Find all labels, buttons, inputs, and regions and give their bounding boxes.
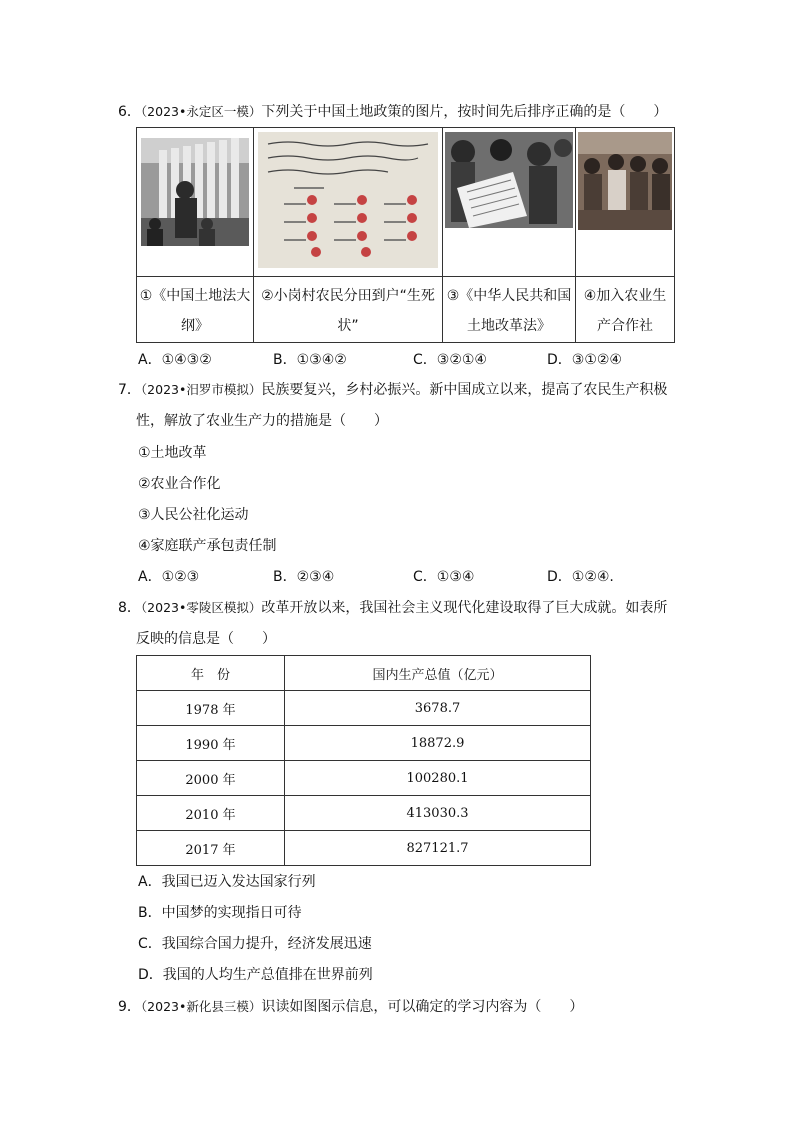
question-8-option-b[interactable]: B．中国梦的实现指日可待 <box>138 905 302 921</box>
question-9-stem <box>118 997 583 1017</box>
option-a[interactable]: A．①④③② <box>138 352 212 368</box>
picture-cell-2 <box>254 128 443 342</box>
question-number: 6． <box>118 104 141 120</box>
question-7-stem-cont: 性，解放了农业生产力的措施是（ ） <box>136 413 388 429</box>
question-source: （2023•永定区一模） <box>140 104 262 119</box>
question-8-stem <box>118 598 667 618</box>
picture-cell-3 <box>443 128 576 342</box>
table-row <box>137 691 591 726</box>
picture-cell-1 <box>137 128 254 342</box>
question-7-item-2: ②农业合作化 <box>138 476 221 492</box>
photo-land-law-crowd-icon <box>137 128 253 277</box>
cell-year: 2010 年 <box>137 796 285 831</box>
gdp-table <box>136 655 591 866</box>
option-c[interactable]: C．①③④ <box>413 569 475 585</box>
question-7-options <box>138 567 678 587</box>
cell-year: 1990 年 <box>137 726 285 761</box>
question-text: 民族要复兴，乡村必振兴。新中国成立以来，提高了农民生产积极 <box>261 382 668 398</box>
option-a[interactable]: A．①②③ <box>138 569 200 585</box>
option-c[interactable]: C．③②①④ <box>413 352 487 368</box>
option-d[interactable]: D．①②④. <box>547 569 614 585</box>
photo-cooperative-signup-icon <box>576 128 674 277</box>
question-text: 下列关于中国土地政策的图片，按时间先后排序正确的是（ ） <box>261 104 668 120</box>
table-header-row <box>137 656 591 691</box>
picture-caption-2: ②小岗村农民分田到户“生死状” <box>261 288 435 334</box>
table-row <box>137 796 591 831</box>
cell-gdp: 827121.7 <box>285 831 591 866</box>
question-text: 识读如图图示信息，可以确定的学习内容为（ ） <box>261 999 584 1015</box>
question-number: 8． <box>118 600 141 616</box>
question-6-stem <box>118 102 667 122</box>
picture-caption-1: ①《中国土地法大纲》 <box>139 288 251 334</box>
photo-handwritten-pledge-icon <box>254 128 442 277</box>
picture-caption-4: ④加入农业生产合作社 <box>583 288 667 334</box>
picture-caption-3: ③《中华人民共和国土地改革法》 <box>446 288 572 334</box>
question-7-item-1: ①土地改革 <box>138 445 207 461</box>
question-7-item-4: ④家庭联产承包责任制 <box>138 538 277 554</box>
question-8-option-c[interactable]: C．我国综合国力提升，经济发展迅速 <box>138 936 372 952</box>
question-source: （2023•汨罗市模拟） <box>140 382 262 397</box>
cell-gdp: 413030.3 <box>285 796 591 831</box>
column-header-year: 年 份 <box>137 656 285 691</box>
option-b[interactable]: B．①③④② <box>273 352 347 368</box>
cell-year: 2000 年 <box>137 761 285 796</box>
option-b[interactable]: B．②③④ <box>273 569 335 585</box>
question-8-option-a[interactable]: A．我国已迈入发达国家行列 <box>138 874 316 890</box>
question-source: （2023•零陵区模拟） <box>140 600 262 615</box>
question-7-item-3: ③人民公社化运动 <box>138 507 249 523</box>
cell-year: 1978 年 <box>137 691 285 726</box>
question-8-stem-cont: 反映的信息是（ ） <box>136 631 276 647</box>
question-number: 7． <box>118 382 141 398</box>
cell-gdp: 3678.7 <box>285 691 591 726</box>
table-row <box>137 761 591 796</box>
question-source: （2023•新化县三模） <box>140 999 262 1014</box>
question-6-options <box>138 350 678 370</box>
column-header-gdp: 国内生产总值（亿元） <box>285 656 591 691</box>
picture-cell-4 <box>576 128 674 342</box>
photo-reading-document-icon <box>443 128 575 277</box>
question-text: 改革开放以来，我国社会主义现代化建设取得了巨大成就。如表所 <box>261 600 668 616</box>
question-8-option-d[interactable]: D．我国的人均生产总值排在世界前列 <box>138 967 373 983</box>
cell-gdp: 18872.9 <box>285 726 591 761</box>
question-number: 9． <box>118 999 141 1015</box>
picture-table <box>136 127 675 343</box>
question-7-stem <box>118 380 667 400</box>
option-d[interactable]: D．③①②④ <box>547 352 622 368</box>
table-row <box>137 726 591 761</box>
cell-gdp: 100280.1 <box>285 761 591 796</box>
cell-year: 2017 年 <box>137 831 285 866</box>
table-row <box>137 831 591 866</box>
